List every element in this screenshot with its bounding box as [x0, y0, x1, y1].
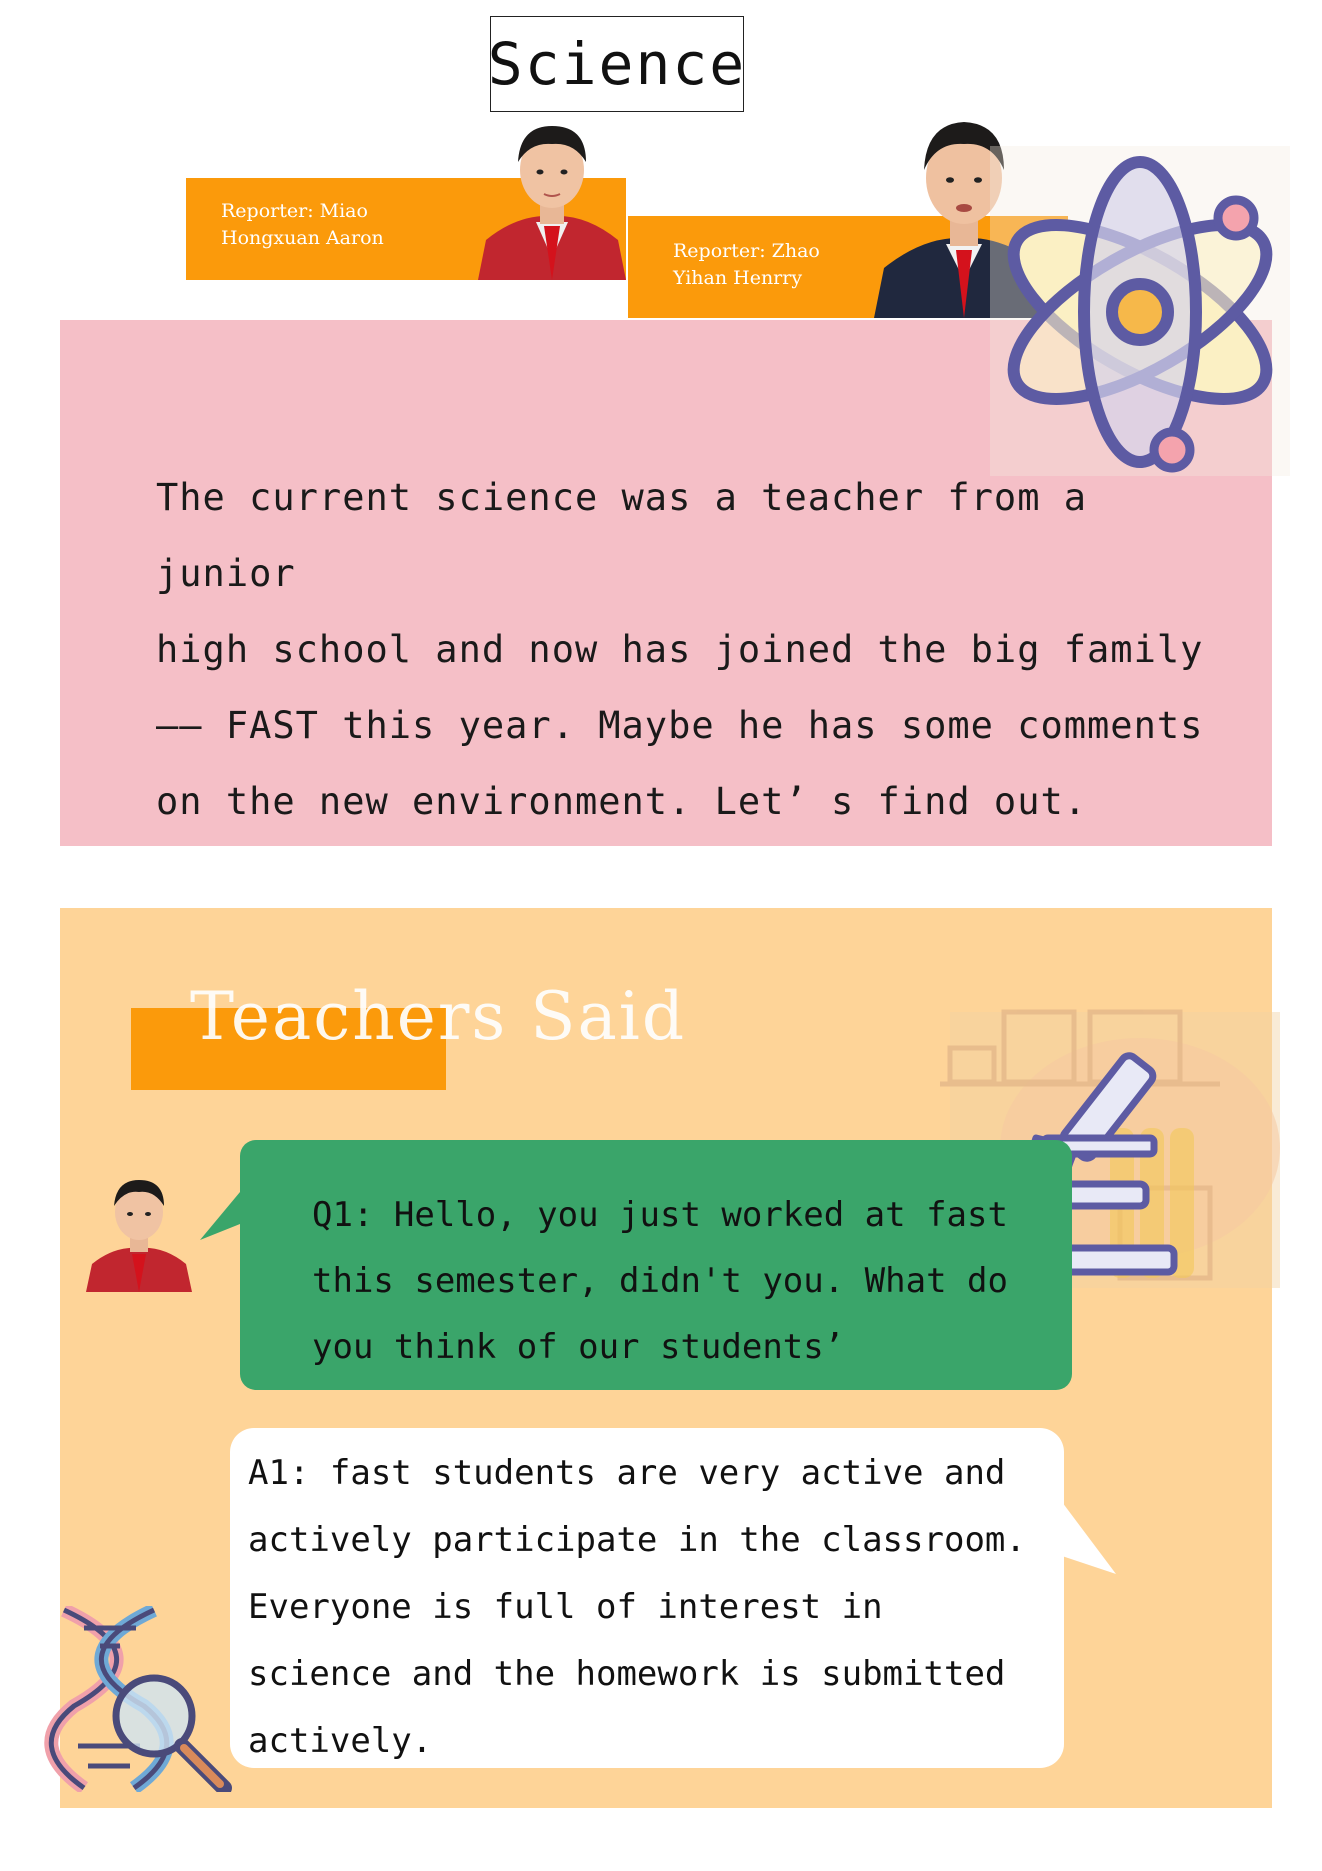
answer-bubble-tail — [1056, 1494, 1116, 1574]
question-bubble — [240, 1140, 1072, 1390]
intro-line: high school and now has joined the big family — [156, 628, 1204, 671]
reporter-label-2: Reporter: Zhao Yihan Henrry — [673, 240, 820, 289]
reporter-label-1: Reporter: Miao Hongxuan Aaron — [221, 200, 384, 249]
answer-line: Everyone is full of interest in — [248, 1587, 883, 1627]
atom-icon — [984, 140, 1294, 480]
intro-line: on the new environment. Let’ s find out. — [156, 780, 1088, 823]
intro-line: The current science was a teacher from a junior — [156, 476, 1088, 595]
interview-panel — [60, 908, 1272, 1808]
dna-magnifier-icon — [44, 1606, 234, 1792]
intro-line: —— FAST this year. Maybe he has some comments — [156, 704, 1204, 747]
answer-line: actively. — [248, 1721, 433, 1761]
question-line: you think of our students’ — [312, 1327, 845, 1367]
reporter-photo-1 — [478, 118, 626, 280]
section-title: Teachers Said — [190, 978, 687, 1055]
answer-text — [248, 1440, 1048, 1775]
question-line: this semester, didn't you. What do — [312, 1261, 1008, 1301]
intro-text — [156, 460, 1216, 840]
page-title: Science — [490, 16, 744, 112]
answer-line: A1: fast students are very active and — [248, 1453, 1006, 1493]
answer-line: actively participate in the classroom. — [248, 1520, 1026, 1560]
question-line: Q1: Hello, you just worked at fast — [312, 1195, 1008, 1235]
teacher-avatar — [1128, 1442, 1254, 1572]
answer-bubble — [230, 1428, 1064, 1768]
question-avatar — [86, 1174, 192, 1292]
answer-line: science and the homework is submitted — [248, 1654, 1006, 1694]
question-text — [312, 1182, 1032, 1380]
